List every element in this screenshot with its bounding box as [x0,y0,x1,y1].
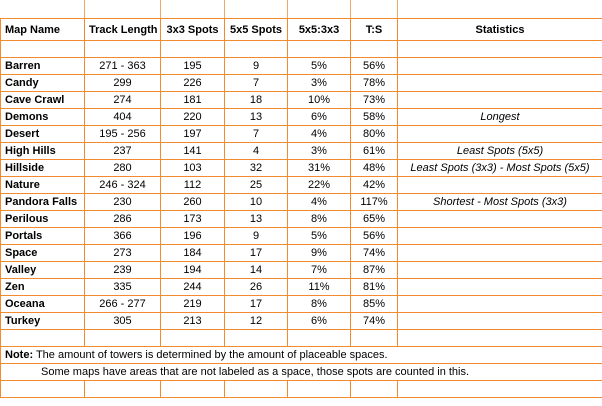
map-name-cell: Portals [1,228,85,245]
map-name-cell: Oceana [1,296,85,313]
table-row [1,58,602,75]
statistics-cell [398,279,602,296]
spots-3x3-cell: 194 [161,262,225,279]
blank-row [1,381,602,398]
ts-cell: 48% [351,160,398,177]
column-header-map-name: Map Name [1,19,85,41]
track-length-cell: 230 [85,194,161,211]
empty-cell [85,381,161,398]
ts-cell: 74% [351,313,398,330]
spots-5x5-cell: 9 [225,58,288,75]
map-name-cell: Valley [1,262,85,279]
spots-3x3-cell: 244 [161,279,225,296]
map-name-cell: Desert [1,126,85,143]
spots-5x5-cell: 9 [225,228,288,245]
ts-cell: 80% [351,126,398,143]
strip-divider [224,0,225,18]
ts-cell: 42% [351,177,398,194]
spots-3x3-cell: 197 [161,126,225,143]
empty-cell [1,330,85,347]
spots-3x3-cell: 219 [161,296,225,313]
table-row [1,160,602,177]
track-length-cell: 266 - 277 [85,296,161,313]
empty-cell [161,41,225,58]
track-length-cell: 237 [85,143,161,160]
spots-3x3-cell: 181 [161,92,225,109]
track-length-cell: 280 [85,160,161,177]
map-name-cell: Barren [1,58,85,75]
empty-cell [288,381,351,398]
ratio-cell: 5% [288,228,351,245]
table-row [1,143,602,160]
note-text-line2: Some maps have areas that are not labeled as a space, those spots are counted in this. [1,364,602,381]
empty-cell [351,381,398,398]
map-name-cell: Cave Crawl [1,92,85,109]
ts-cell: 78% [351,75,398,92]
ratio-cell: 6% [288,109,351,126]
ratio-cell: 6% [288,313,351,330]
ts-cell: 56% [351,58,398,75]
ratio-cell: 9% [288,245,351,262]
statistics-cell [398,177,602,194]
spots-3x3-cell: 226 [161,75,225,92]
spots-3x3-cell: 103 [161,160,225,177]
column-header-track-length: Track Length [85,19,161,41]
spots-3x3-cell: 220 [161,109,225,126]
empty-cell [1,41,85,58]
table-row [1,194,602,211]
track-length-cell: 404 [85,109,161,126]
table-row [1,245,602,262]
column-header-5x5-spots: 5x5 Spots [225,19,288,41]
map-stats-table [0,18,602,398]
blank-row [1,41,602,58]
spots-5x5-cell: 13 [225,211,288,228]
empty-cell [225,381,288,398]
ratio-cell: 11% [288,279,351,296]
ts-cell: 85% [351,296,398,313]
table-row [1,75,602,92]
statistics-cell [398,92,602,109]
table-row [1,313,602,330]
statistics-cell [398,58,602,75]
track-length-cell: 239 [85,262,161,279]
strip-divider [84,0,85,18]
empty-cell [225,330,288,347]
column-header-ts: T:S [351,19,398,41]
ratio-cell: 5% [288,58,351,75]
spots-5x5-cell: 7 [225,75,288,92]
ts-cell: 61% [351,143,398,160]
ts-cell: 58% [351,109,398,126]
spots-3x3-cell: 112 [161,177,225,194]
strip-divider [350,0,351,18]
spots-5x5-cell: 13 [225,109,288,126]
spots-3x3-cell: 195 [161,58,225,75]
blank-row [1,330,602,347]
track-length-cell: 246 - 324 [85,177,161,194]
ts-cell: 81% [351,279,398,296]
statistics-cell: Shortest - Most Spots (3x3) [398,194,602,211]
ts-cell: 56% [351,228,398,245]
note-row [1,347,602,364]
ts-cell: 117% [351,194,398,211]
ratio-cell: 8% [288,296,351,313]
empty-cell [161,381,225,398]
ratio-cell: 31% [288,160,351,177]
table-row [1,279,602,296]
spots-5x5-cell: 4 [225,143,288,160]
note-label: Note: [5,349,34,361]
spots-5x5-cell: 26 [225,279,288,296]
track-length-cell: 366 [85,228,161,245]
strip-divider [397,0,398,18]
ts-cell: 87% [351,262,398,279]
map-name-cell: Candy [1,75,85,92]
empty-cell [398,41,602,58]
table-row [1,262,602,279]
spots-5x5-cell: 17 [225,296,288,313]
statistics-cell: Least Spots (3x3) - Most Spots (5x5) [398,160,602,177]
spots-3x3-cell: 196 [161,228,225,245]
track-length-cell: 299 [85,75,161,92]
statistics-cell: Least Spots (5x5) [398,143,602,160]
spots-5x5-cell: 12 [225,313,288,330]
spots-5x5-cell: 18 [225,92,288,109]
track-length-cell: 274 [85,92,161,109]
ratio-cell: 4% [288,194,351,211]
map-name-cell: Zen [1,279,85,296]
map-name-cell: Perilous [1,211,85,228]
map-name-cell: Pandora Falls [1,194,85,211]
spots-5x5-cell: 32 [225,160,288,177]
track-length-cell: 273 [85,245,161,262]
table-row [1,177,602,194]
empty-cell [1,381,85,398]
spots-5x5-cell: 14 [225,262,288,279]
ratio-cell: 8% [288,211,351,228]
ratio-cell: 22% [288,177,351,194]
statistics-cell [398,313,602,330]
note-text: The amount of towers is determined by the amount of placeable spaces. [33,349,388,361]
empty-cell [161,330,225,347]
map-name-cell: Turkey [1,313,85,330]
strip-divider [287,0,288,18]
track-length-cell: 335 [85,279,161,296]
empty-cell [225,41,288,58]
note-cell [1,347,602,364]
map-name-cell: Demons [1,109,85,126]
track-length-cell: 305 [85,313,161,330]
map-name-cell: High Hills [1,143,85,160]
track-length-cell: 286 [85,211,161,228]
strip-divider [160,0,161,18]
note-row [1,364,602,381]
statistics-cell [398,75,602,92]
column-header-3x3-spots: 3x3 Spots [161,19,225,41]
statistics-cell [398,126,602,143]
table-row [1,126,602,143]
empty-cell [288,41,351,58]
empty-cell [351,41,398,58]
table-row [1,296,602,313]
top-strip [0,0,602,18]
spots-3x3-cell: 173 [161,211,225,228]
column-header-statistics: Statistics [398,19,602,41]
empty-cell [85,330,161,347]
track-length-cell: 195 - 256 [85,126,161,143]
spots-5x5-cell: 7 [225,126,288,143]
map-name-cell: Space [1,245,85,262]
spots-3x3-cell: 260 [161,194,225,211]
statistics-cell [398,245,602,262]
table-row [1,92,602,109]
spots-5x5-cell: 25 [225,177,288,194]
statistics-cell [398,262,602,279]
statistics-cell [398,296,602,313]
ts-cell: 74% [351,245,398,262]
spots-5x5-cell: 17 [225,245,288,262]
empty-cell [398,330,602,347]
spots-3x3-cell: 213 [161,313,225,330]
map-name-cell: Nature [1,177,85,194]
track-length-cell: 271 - 363 [85,58,161,75]
map-name-cell: Hillside [1,160,85,177]
statistics-cell [398,228,602,245]
table-row [1,228,602,245]
ratio-cell: 3% [288,75,351,92]
ts-cell: 65% [351,211,398,228]
empty-cell [85,41,161,58]
ratio-cell: 10% [288,92,351,109]
ratio-cell: 7% [288,262,351,279]
statistics-cell: Longest [398,109,602,126]
empty-cell [288,330,351,347]
empty-cell [351,330,398,347]
table-row [1,211,602,228]
ts-cell: 73% [351,92,398,109]
spots-3x3-cell: 184 [161,245,225,262]
ratio-cell: 3% [288,143,351,160]
spots-3x3-cell: 141 [161,143,225,160]
statistics-cell [398,211,602,228]
header-row [1,19,602,41]
column-header-ratio: 5x5:3x3 [288,19,351,41]
ratio-cell: 4% [288,126,351,143]
spots-5x5-cell: 10 [225,194,288,211]
empty-cell [398,381,602,398]
table-row [1,109,602,126]
